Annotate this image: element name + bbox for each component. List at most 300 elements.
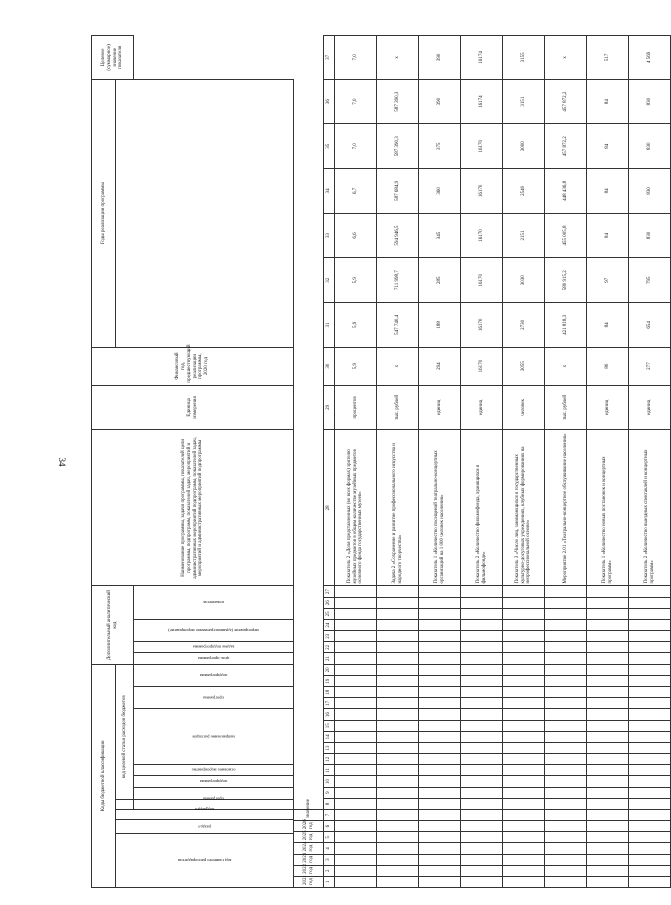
- code-cell: [545, 821, 587, 832]
- code-cell: [335, 597, 377, 608]
- code-column-header: подпрограмма: [134, 664, 294, 687]
- code-cell: [503, 653, 545, 664]
- code-cell: [461, 676, 503, 687]
- code-column-header: программа: [134, 687, 294, 709]
- table-row: [503, 36, 545, 888]
- code-cell: [545, 832, 587, 843]
- header-final: Целевое (суммарное) значение показателя: [92, 36, 134, 80]
- code-cell: [335, 765, 377, 776]
- code-cell: [377, 720, 419, 731]
- year-value: 448 436,8: [545, 169, 587, 214]
- code-cell: [503, 676, 545, 687]
- code-cell: [629, 754, 671, 765]
- code-cell: [461, 776, 503, 787]
- code-cell: [629, 586, 671, 597]
- code-cell: [335, 854, 377, 865]
- code-column-header: задача подпрограммы: [134, 642, 294, 653]
- column-number: 22: [324, 642, 335, 653]
- code-cell: [335, 754, 377, 765]
- header-kbk-left-blank: [116, 809, 294, 887]
- code-cell: [587, 687, 629, 698]
- year-value: 3151: [503, 79, 545, 124]
- year-value: 3000: [503, 124, 545, 169]
- column-number: 19: [324, 676, 335, 687]
- code-cell: [461, 608, 503, 619]
- code-cell: [335, 620, 377, 631]
- final-value: 3155: [503, 36, 545, 80]
- code-cell: [419, 876, 461, 887]
- code-cell: [335, 843, 377, 854]
- indicator-name: Задача 2 «Сохранение и развитие профессионального искусства и народного творчества»: [377, 430, 419, 586]
- code-cell: [587, 676, 629, 687]
- header-period-blank: [116, 79, 294, 347]
- code-cell: [587, 787, 629, 798]
- year-value: 7,0: [335, 124, 377, 169]
- header-unit: Единица измерения: [92, 385, 294, 430]
- code-cell: [629, 876, 671, 887]
- code-cell: [545, 642, 587, 653]
- code-cell: [419, 865, 461, 876]
- code-column-header: мероприятие (административное мероприятие): [134, 620, 294, 642]
- code-cell: [545, 765, 587, 776]
- code-cell: [335, 742, 377, 753]
- code-cell: [461, 597, 503, 608]
- year-value: 587 390,3: [377, 79, 419, 124]
- code-cell: [377, 809, 419, 820]
- column-number: 35: [324, 124, 335, 169]
- code-cell: [461, 742, 503, 753]
- column-number: 34: [324, 169, 335, 214]
- code-cell: [335, 676, 377, 687]
- year-value: 97: [587, 258, 629, 303]
- unit-cell: единиц: [461, 385, 503, 430]
- code-cell: [461, 854, 503, 865]
- code-cell: [587, 843, 629, 854]
- base-year-value: 294: [419, 347, 461, 385]
- code-cell: [503, 720, 545, 731]
- column-number: 15: [324, 720, 335, 731]
- code-cell: [545, 586, 587, 597]
- code-column-header: основное мероприятие: [134, 765, 294, 776]
- code-cell: [377, 620, 419, 631]
- code-cell: [503, 608, 545, 619]
- code-cell: [377, 653, 419, 664]
- column-number: 8: [324, 798, 335, 809]
- indicator-name: Показатель 1 «Количество посещений театрально-концертных организаций на 1 000 человек населения»: [419, 430, 461, 586]
- code-cell: [503, 742, 545, 753]
- code-column-header: программа: [134, 787, 294, 809]
- code-cell: [419, 620, 461, 631]
- code-cell: [503, 776, 545, 787]
- year-value: 594 946,5: [377, 213, 419, 258]
- code-cell: [587, 653, 629, 664]
- table-row: [461, 36, 503, 888]
- code-cell: [587, 832, 629, 843]
- final-value: x: [377, 36, 419, 80]
- column-number: 10: [324, 776, 335, 787]
- code-cell: [587, 821, 629, 832]
- code-cell: [629, 642, 671, 653]
- code-column-header: подраздел: [116, 799, 293, 819]
- year-value: 285: [419, 258, 461, 303]
- year-value: 457 872,2: [545, 79, 587, 124]
- code-cell: [587, 631, 629, 642]
- code-cell: [503, 876, 545, 887]
- code-cell: [545, 687, 587, 698]
- code-cell: [461, 809, 503, 820]
- code-cell: [587, 586, 629, 597]
- year-value: 84: [587, 169, 629, 214]
- code-cell: [419, 709, 461, 720]
- code-cell: [503, 642, 545, 653]
- code-cell: [335, 798, 377, 809]
- code-cell: [587, 620, 629, 631]
- column-number: 17: [324, 698, 335, 709]
- code-cell: [419, 642, 461, 653]
- unit-cell: единиц: [419, 385, 461, 430]
- code-cell: [503, 631, 545, 642]
- year-value: 16170: [461, 124, 503, 169]
- column-number: 23: [324, 631, 335, 642]
- code-cell: [461, 631, 503, 642]
- code-cell: [461, 709, 503, 720]
- code-cell: [503, 586, 545, 597]
- code-cell: [461, 843, 503, 854]
- code-cell: [503, 821, 545, 832]
- year-header: 2025 год: [294, 832, 324, 843]
- final-value: 517: [587, 36, 629, 80]
- year-value: 654: [629, 303, 671, 348]
- code-cell: [545, 664, 587, 675]
- code-cell: [461, 687, 503, 698]
- unit-cell: единиц: [587, 385, 629, 430]
- base-year-value: 277: [629, 347, 671, 385]
- code-cell: [503, 854, 545, 865]
- code-cell: [545, 742, 587, 753]
- code-cell: [377, 642, 419, 653]
- code-cell: [335, 709, 377, 720]
- code-cell: [503, 709, 545, 720]
- code-cell: [629, 821, 671, 832]
- year-value: 795: [629, 258, 671, 303]
- code-cell: [503, 698, 545, 709]
- code-cell: [335, 787, 377, 798]
- table-row: [335, 36, 377, 888]
- indicator-name: Показатель 3 «Число лиц, занимающихся в государственных культурно-досуговых учреждениях, клубных формированиях на непрофессиональной основе»: [503, 430, 545, 586]
- header-dak: Дополнительный аналитический код: [92, 586, 134, 664]
- base-year-value: x: [377, 347, 419, 385]
- year-value: 84: [587, 79, 629, 124]
- code-cell: [461, 698, 503, 709]
- code-cell: [335, 631, 377, 642]
- year-value: 5,9: [335, 258, 377, 303]
- year-value: 3030: [503, 258, 545, 303]
- code-cell: [335, 876, 377, 887]
- final-value: 4 569: [629, 36, 671, 80]
- code-cell: [587, 798, 629, 809]
- code-cell: [503, 620, 545, 631]
- code-cell: [419, 809, 461, 820]
- code-cell: [629, 809, 671, 820]
- year-value: 375: [419, 124, 461, 169]
- column-number: 37: [324, 36, 335, 80]
- code-cell: [419, 720, 461, 731]
- code-cell: [335, 664, 377, 675]
- column-number: 16: [324, 709, 335, 720]
- code-cell: [419, 653, 461, 664]
- code-cell: [503, 597, 545, 608]
- code-cell: [335, 642, 377, 653]
- code-cell: [419, 597, 461, 608]
- table-row: [377, 36, 419, 888]
- year-value: 84: [587, 303, 629, 348]
- code-cell: [587, 731, 629, 742]
- year-value: 188: [419, 303, 461, 348]
- table-row: [545, 36, 587, 888]
- code-cell: [377, 586, 419, 597]
- column-number: 9: [324, 787, 335, 798]
- code-cell: [461, 765, 503, 776]
- code-cell: [419, 787, 461, 798]
- code-cell: [587, 698, 629, 709]
- code-cell: [545, 798, 587, 809]
- year-value: 711 998,7: [377, 258, 419, 303]
- page-number-text: 34: [57, 457, 67, 467]
- year-value: 84: [587, 213, 629, 258]
- column-number: 28: [324, 430, 335, 586]
- code-cell: [419, 687, 461, 698]
- code-cell: [377, 843, 419, 854]
- code-cell: [545, 776, 587, 787]
- code-cell: [461, 876, 503, 887]
- code-cell: [503, 664, 545, 675]
- year-value: 457 872,2: [545, 124, 587, 169]
- code-cell: [629, 865, 671, 876]
- code-cell: [629, 608, 671, 619]
- code-cell: [419, 608, 461, 619]
- year-header: 2022 год: [294, 865, 324, 876]
- code-cell: [461, 754, 503, 765]
- year-value: 16170: [461, 213, 503, 258]
- code-column-header: подпрограмма: [134, 776, 294, 787]
- code-column-header: цель программы: [134, 653, 294, 664]
- table-row: [629, 36, 671, 888]
- code-cell: [419, 821, 461, 832]
- code-cell: [377, 787, 419, 798]
- year-value: 6,6: [335, 213, 377, 258]
- year-value: 830: [629, 124, 671, 169]
- column-number: 33: [324, 213, 335, 258]
- unit-cell: процентов: [335, 385, 377, 430]
- code-cell: [587, 742, 629, 753]
- code-cell: [629, 832, 671, 843]
- code-cell: [461, 653, 503, 664]
- year-value: 5,9: [335, 303, 377, 348]
- year-value: 345: [419, 213, 461, 258]
- year-value: 587 390,3: [377, 124, 419, 169]
- code-cell: [629, 597, 671, 608]
- code-cell: [461, 832, 503, 843]
- code-cell: [503, 843, 545, 854]
- page-number: [52, 452, 72, 472]
- code-cell: [503, 787, 545, 798]
- indicator-name: Показатель 2 «Количество фильмофонда, хранящихся в фильмофонде»: [461, 430, 503, 586]
- column-number: 2: [324, 865, 335, 876]
- code-cell: [545, 754, 587, 765]
- code-cell: [629, 709, 671, 720]
- header-period: Годы реализации программы: [92, 79, 116, 347]
- code-cell: [377, 698, 419, 709]
- code-cell: [461, 586, 503, 597]
- code-cell: [587, 642, 629, 653]
- year-value: 2151: [503, 213, 545, 258]
- column-number: 32: [324, 258, 335, 303]
- code-cell: [377, 754, 419, 765]
- indicator-name: Показатель 1 «Количество новых постановок и концертных программ»: [587, 430, 629, 586]
- code-cell: [335, 586, 377, 597]
- code-cell: [377, 876, 419, 887]
- code-cell: [377, 765, 419, 776]
- column-number: 1: [324, 876, 335, 887]
- code-cell: [545, 876, 587, 887]
- year-value: 2540: [503, 169, 545, 214]
- year-header: 2024 год: [294, 843, 324, 854]
- code-cell: [419, 742, 461, 753]
- year-header: 2026 год: [294, 821, 324, 832]
- code-cell: [545, 731, 587, 742]
- column-number: 31: [324, 303, 335, 348]
- year-value: 830: [629, 169, 671, 214]
- column-number: 24: [324, 620, 335, 631]
- code-cell: [419, 754, 461, 765]
- code-cell: [587, 664, 629, 675]
- year-value: 547 740,4: [377, 303, 419, 348]
- code-cell: [461, 821, 503, 832]
- unit-cell: человек: [503, 385, 545, 430]
- unit-cell: единиц: [629, 385, 671, 430]
- code-cell: [377, 597, 419, 608]
- table-row: [419, 36, 461, 888]
- column-number: 25: [324, 608, 335, 619]
- code-cell: [377, 664, 419, 675]
- code-cell: [545, 809, 587, 820]
- year-value: 84: [587, 124, 629, 169]
- header-name: Наименование программы, задачи программы, показателей цели программы, подпрограмм, показателей задач, мероприятий и административных мероприятий подпрограмм, показателей задач, мероприятий и административных мероприятий подпрограммы: [92, 430, 294, 586]
- rotated-table-container: [91, 35, 655, 888]
- code-cell: [545, 631, 587, 642]
- code-cell: [419, 631, 461, 642]
- code-cell: [629, 687, 671, 698]
- code-cell: [335, 687, 377, 698]
- code-column-header: показатель: [134, 586, 294, 620]
- base-year-value: 3055: [503, 347, 545, 385]
- code-cell: [629, 776, 671, 787]
- year-header: 2023 год: [294, 854, 324, 865]
- final-value-header: значение: [294, 809, 324, 820]
- code-cell: [461, 664, 503, 675]
- code-cell: [377, 865, 419, 876]
- code-cell: [503, 832, 545, 843]
- code-cell: [377, 608, 419, 619]
- code-cell: [335, 608, 377, 619]
- code-cell: [587, 720, 629, 731]
- code-cell: [377, 687, 419, 698]
- final-value: 390: [419, 36, 461, 80]
- code-cell: [377, 776, 419, 787]
- year-value: 6,7: [335, 169, 377, 214]
- code-cell: [503, 809, 545, 820]
- code-cell: [461, 731, 503, 742]
- code-cell: [587, 597, 629, 608]
- code-cell: [503, 798, 545, 809]
- code-cell: [629, 731, 671, 742]
- base-year-value: 80: [587, 347, 629, 385]
- column-number: 3: [324, 854, 335, 865]
- code-cell: [587, 608, 629, 619]
- code-cell: [461, 798, 503, 809]
- code-cell: [461, 720, 503, 731]
- year-value: 830: [629, 213, 671, 258]
- code-cell: [335, 832, 377, 843]
- code-cell: [545, 698, 587, 709]
- code-cell: [419, 664, 461, 675]
- code-cell: [587, 765, 629, 776]
- column-number: 4: [324, 843, 335, 854]
- code-cell: [419, 676, 461, 687]
- column-number: 26: [324, 597, 335, 608]
- year-value: 7,0: [335, 79, 377, 124]
- code-cell: [419, 854, 461, 865]
- code-cell: [629, 843, 671, 854]
- column-number: 5: [324, 832, 335, 843]
- indicator-name: Показатель 2 «Количество выездных спектаклей и концертных программ»: [629, 430, 671, 586]
- code-cell: [587, 809, 629, 820]
- code-cell: [629, 664, 671, 675]
- header-kcsr: код целевой статьи расходов бюджетов: [116, 664, 134, 809]
- code-cell: [419, 798, 461, 809]
- code-cell: [461, 865, 503, 876]
- code-cell: [419, 776, 461, 787]
- column-number: 6: [324, 821, 335, 832]
- column-number: 18: [324, 687, 335, 698]
- code-cell: [545, 865, 587, 876]
- code-cell: [545, 653, 587, 664]
- code-column-header: направление расходов: [134, 709, 294, 765]
- final-value: 16174: [461, 36, 503, 80]
- column-number: 36: [324, 79, 335, 124]
- code-cell: [377, 821, 419, 832]
- code-cell: [545, 608, 587, 619]
- code-cell: [545, 709, 587, 720]
- code-cell: [503, 731, 545, 742]
- code-cell: [629, 787, 671, 798]
- code-cell: [503, 865, 545, 876]
- program-indicators-table: [91, 35, 671, 888]
- code-cell: [587, 709, 629, 720]
- year-header: 2021 год: [294, 876, 324, 887]
- code-cell: [377, 676, 419, 687]
- unit-cell: тыс. рублей: [377, 385, 419, 430]
- column-number: 20: [324, 664, 335, 675]
- code-cell: [587, 776, 629, 787]
- code-cell: [545, 597, 587, 608]
- code-cell: [587, 865, 629, 876]
- code-cell: [629, 720, 671, 731]
- code-cell: [629, 765, 671, 776]
- code-column-header: код главного распорядителя: [116, 833, 293, 887]
- code-cell: [335, 821, 377, 832]
- code-cell: [335, 776, 377, 787]
